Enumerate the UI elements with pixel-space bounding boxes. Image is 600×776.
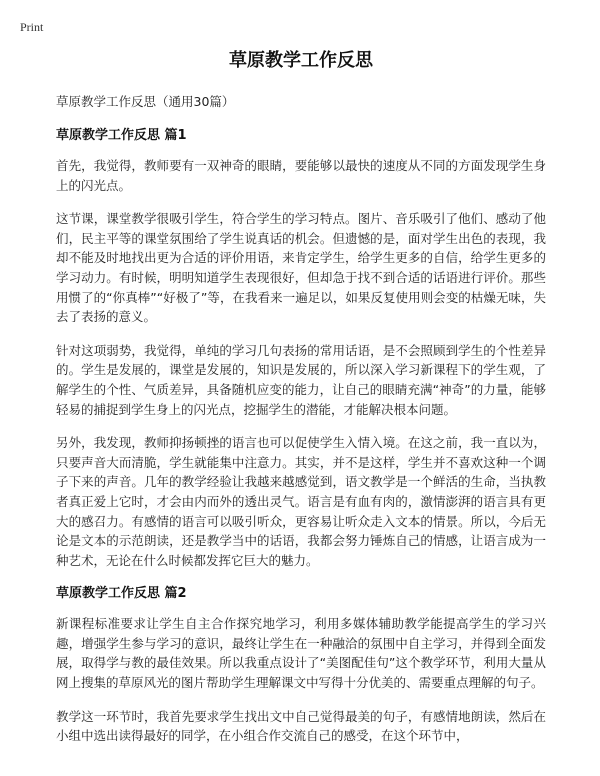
paragraph: 教学这一环节时，我首先要求学生找出文中自己觉得最美的句子，有感情地朗读，然后在小组中选出读得最好的同学，在小组合作交流自己的感受，在这个环节中， (56, 708, 546, 744)
section-2 (56, 584, 546, 746)
document-subtitle: 草原教学工作反思（通用30篇） (56, 94, 235, 109)
paragraph: 首先，我觉得，教师要有一双神奇的眼睛，要能够以最快的速度从不同的方面发现学生身上的闪光点。 (56, 158, 546, 193)
paragraph: 针对这项弱势，我觉得，单纯的学习几句表扬的常用话语，是不会照顾到学生的个性差异的。学生是发展的，课堂是发展的，知识是发展的，所以深入学习新课程下的学生观，了解学生的个性、气质差异，具备随机应变的能力，让自己的眼睛充满“神奇”的力量，能够轻易的捕捉到学生身上的闪光点，挖掘学生的潜能，才能解决根本问题。 (56, 342, 546, 417)
section-heading: 草原教学工作反思 篇2 (56, 586, 187, 602)
section-heading: 草原教学工作反思 篇1 (56, 128, 187, 143)
document-title: 草原教学工作反思 (229, 50, 373, 71)
section-1 (56, 126, 546, 570)
paragraph: 新课程标准要求让学生自主合作探究地学习，利用多媒体辅助教学能提高学生的学习兴趣，增强学生参与学习的意识，最终让学生在一种融洽的氛围中自主学习，并得到全面发展，取得学与教的最佳效果。所以我重点设计了“美图配佳句”这个教学环节，利用大量从网上搜集的草原风光的图片帮助学生理解课文中写得十分优美的、需要重点理解的句子。 (56, 616, 546, 691)
document-body (56, 48, 546, 760)
paragraph: 这节课，课堂教学很吸引学生，符合学生的学习特点。图片、音乐吸引了他们、感动了他们，民主平等的课堂氛围给了学生说真话的机会。但遗憾的是，面对学生出色的表现，我却不能及时地找出更为合适的评价用语，来肯定学生，给学生更多的自信，给学生更多的学习动力。有时候，明明知道学生表现很好，但却急于找不到合适的话语进行评价。那些用惯了的“你真棒”“好极了”等，在我看来一遍足以，如果反复使用则会变的枯燥无味，失去了表扬的意义。 (56, 211, 546, 325)
print-link[interactable]: Print (20, 20, 44, 34)
paragraph: 另外，我发现，教师抑扬顿挫的语言也可以促使学生入情入境。在这之前，我一直以为，只要声音大而清脆，学生就能集中注意力。其实，并不是这样，学生并不喜欢这种一个调子下来的声音。几年的教学经验让我越来越感觉到，语文教学是一个鲜活的生命，当执教者真正爱上它时，才会由内而外的透出灵气。语言是有血有肉的，激情澎湃的语言具有更大的感召力。有感情的语言可以吸引听众，更容易让听众走入文本的情景。所以，今后无论是文本的示范朗读，还是教学当中的话语，我都会努力锤炼自己的情感，让语言成为一种艺术，无论在什么时候都发挥它巨大的魅力。 (56, 435, 546, 568)
